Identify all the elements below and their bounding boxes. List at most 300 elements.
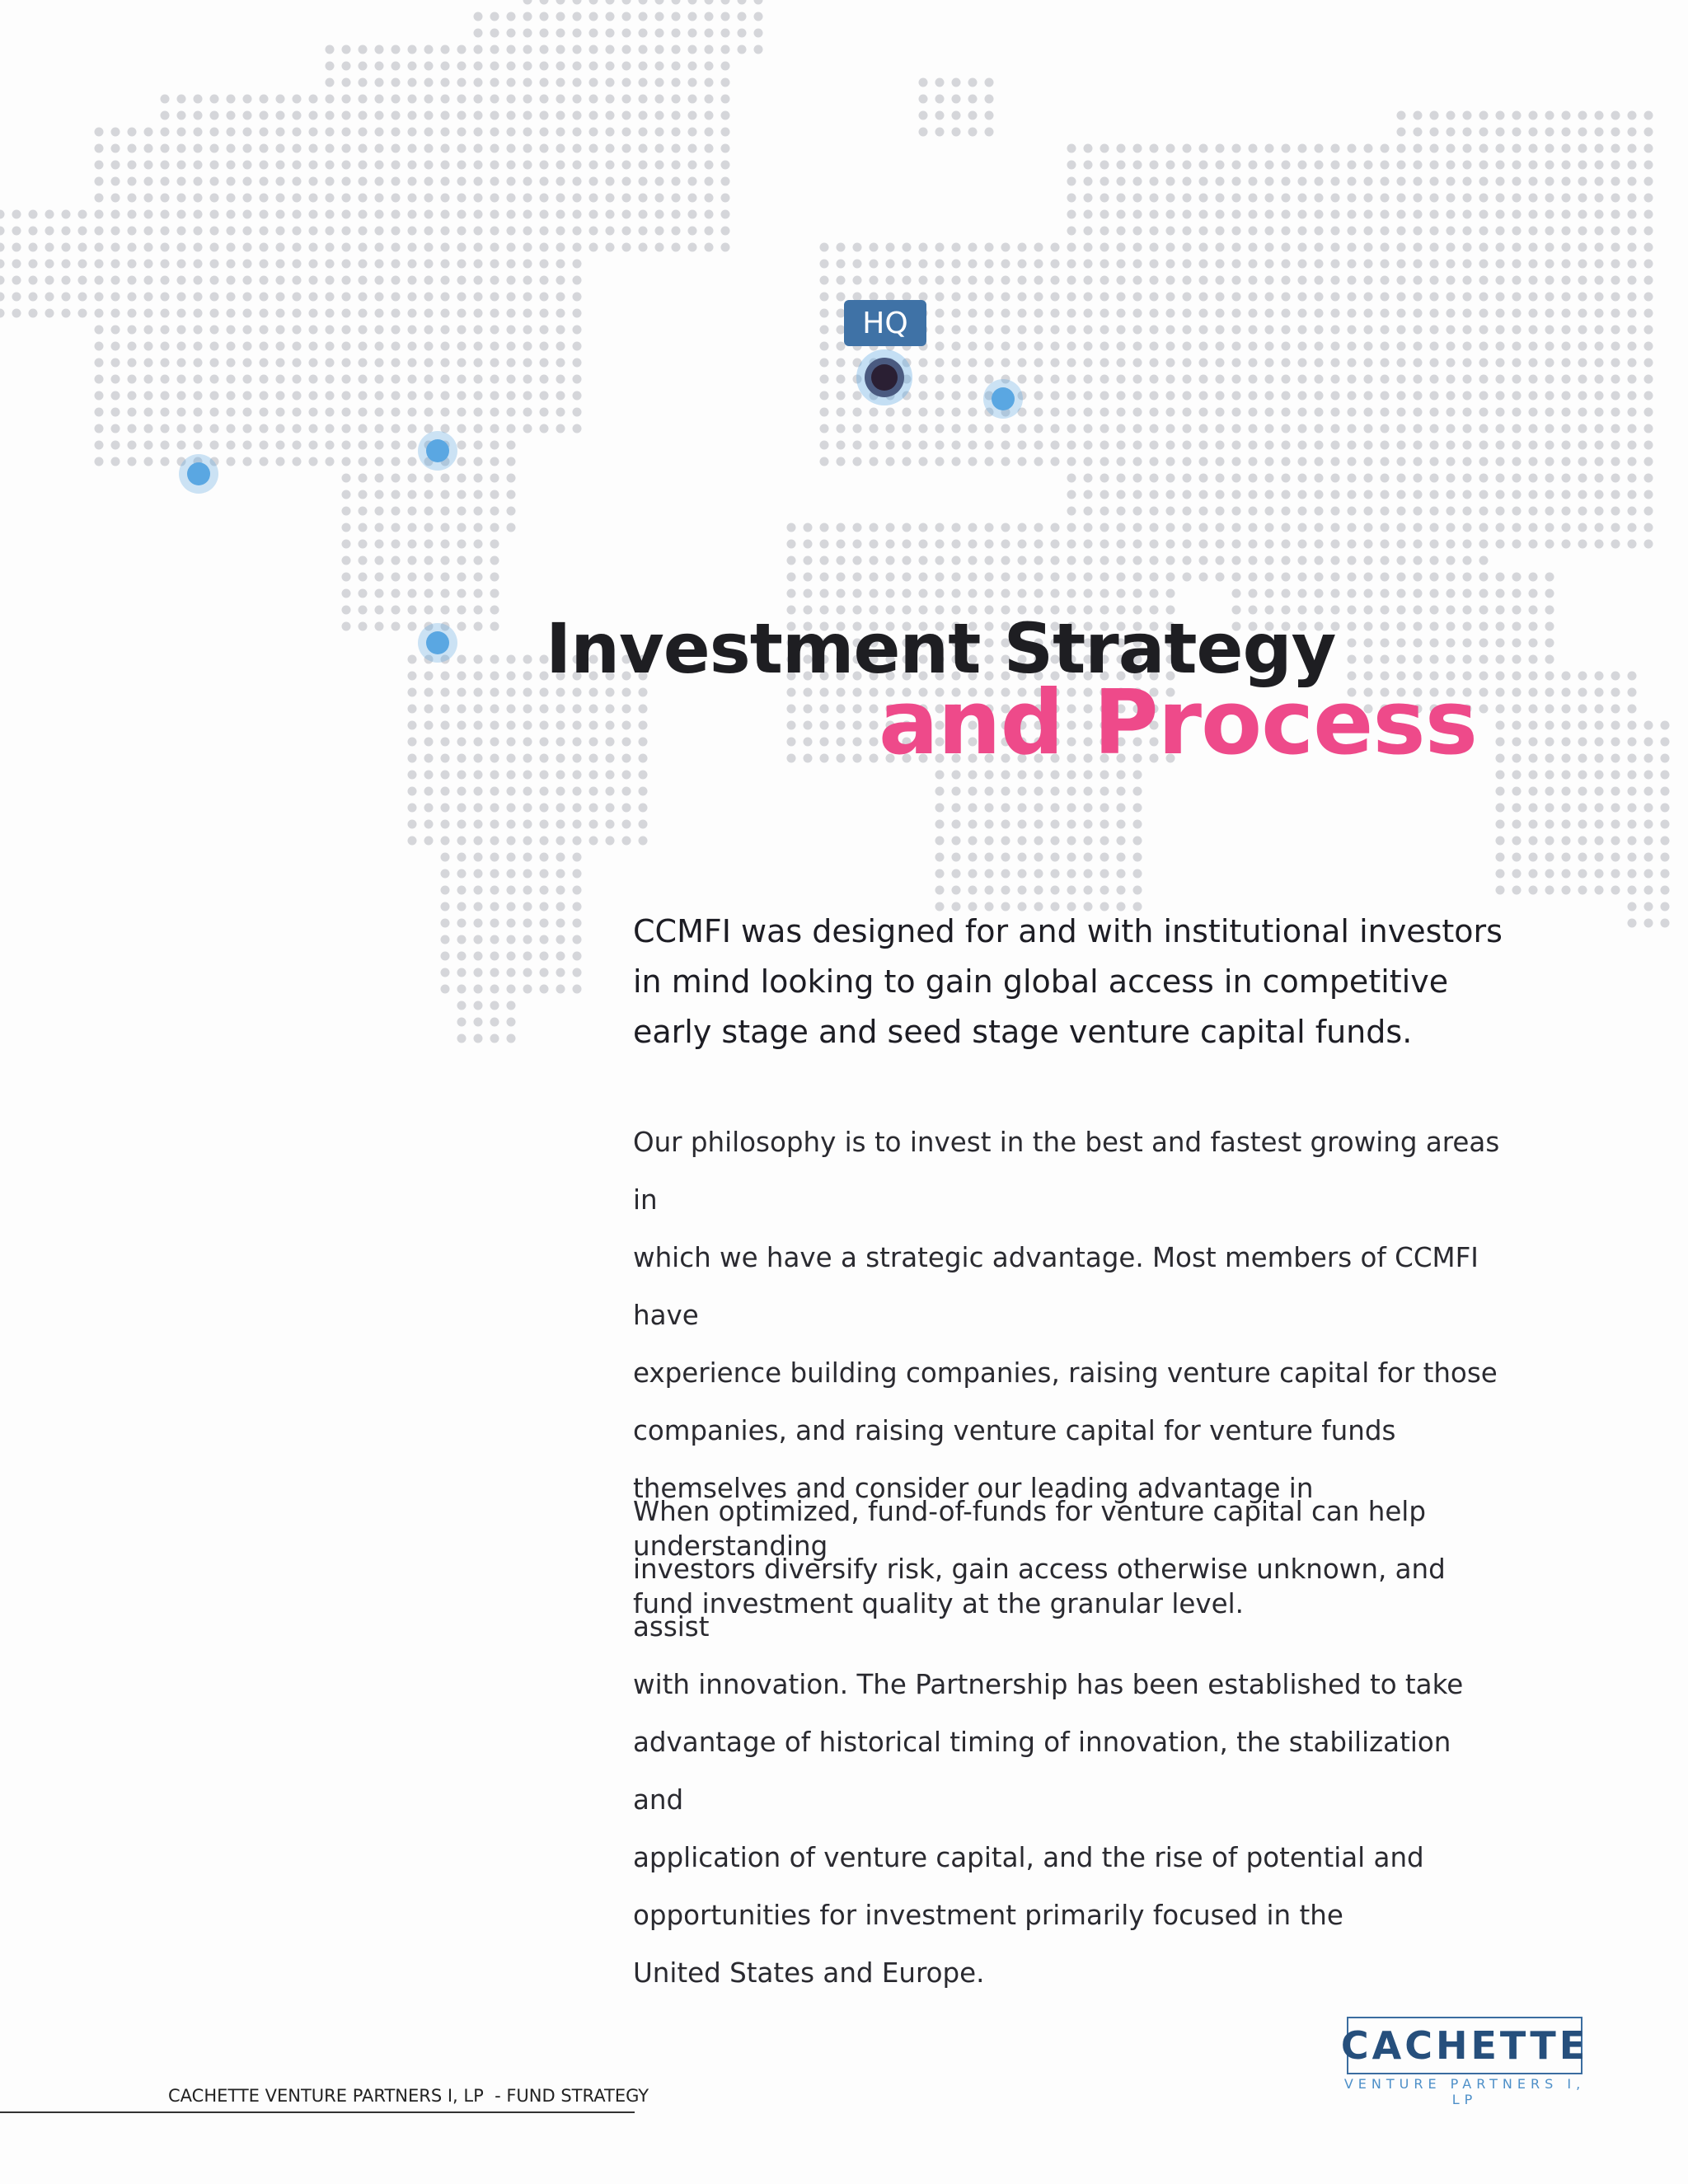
map-dot xyxy=(804,540,813,549)
map-dot xyxy=(573,935,582,944)
map-dot xyxy=(1496,177,1505,186)
map-dot xyxy=(985,243,994,252)
map-dot xyxy=(1512,622,1522,631)
map-dot xyxy=(1001,260,1010,269)
map-dot xyxy=(705,62,714,71)
map-dot xyxy=(1100,210,1109,219)
map-dot xyxy=(1595,787,1604,796)
map-dot xyxy=(1298,391,1307,401)
map-dot xyxy=(705,29,714,38)
map-dot xyxy=(1644,309,1653,318)
map-dot xyxy=(1364,276,1373,285)
map-dot xyxy=(95,293,104,302)
map-dot xyxy=(507,869,516,879)
map-dot xyxy=(1496,573,1505,582)
map-dot xyxy=(787,705,796,714)
map-dot xyxy=(490,968,499,977)
map-dot xyxy=(342,161,351,170)
map-dot xyxy=(540,935,549,944)
map-dot xyxy=(919,573,928,582)
map-dot xyxy=(968,375,978,384)
map-dot xyxy=(952,243,961,252)
map-dot xyxy=(1232,276,1241,285)
map-dot xyxy=(260,359,269,368)
map-dot xyxy=(1084,837,1093,846)
map-dot xyxy=(1397,441,1406,450)
map-dot xyxy=(820,342,829,351)
map-dot xyxy=(408,754,417,763)
map-dot xyxy=(639,837,648,846)
map-dot xyxy=(1166,260,1175,269)
map-dot xyxy=(556,260,565,269)
map-dot xyxy=(820,738,829,747)
map-dot xyxy=(1084,276,1093,285)
map-dot xyxy=(1397,326,1406,335)
map-dot xyxy=(12,260,21,269)
map-dot xyxy=(1595,523,1604,532)
map-dot xyxy=(1364,359,1373,368)
map-dot xyxy=(1100,194,1109,203)
map-dot xyxy=(1414,490,1423,499)
map-dot xyxy=(441,507,450,516)
map-dot xyxy=(919,260,928,269)
map-dot xyxy=(392,326,401,335)
map-dot xyxy=(1249,490,1258,499)
map-dot xyxy=(1595,326,1604,335)
map-dot xyxy=(1463,276,1472,285)
map-dot xyxy=(1595,672,1604,681)
map-dot xyxy=(441,375,450,384)
map-dot xyxy=(177,293,186,302)
map-dot xyxy=(1512,309,1522,318)
map-dot xyxy=(342,177,351,186)
map-dot xyxy=(1034,556,1043,565)
map-dot xyxy=(589,45,598,54)
map-dot xyxy=(1100,820,1109,829)
map-dot xyxy=(985,78,994,87)
map-dot xyxy=(1034,573,1043,582)
map-dot xyxy=(1001,326,1010,335)
map-dot xyxy=(1512,787,1522,796)
map-dot xyxy=(1512,161,1522,170)
map-dot xyxy=(1265,161,1274,170)
map-dot xyxy=(573,721,582,730)
map-dot xyxy=(540,902,549,912)
map-dot xyxy=(1611,293,1620,302)
map-dot xyxy=(1595,243,1604,252)
map-dot xyxy=(1661,886,1670,895)
map-dot xyxy=(1298,342,1307,351)
map-dot xyxy=(342,227,351,236)
map-dot xyxy=(177,326,186,335)
map-dot xyxy=(392,111,401,120)
map-dot xyxy=(1265,144,1274,153)
map-dot xyxy=(952,309,961,318)
map-dot xyxy=(820,326,829,335)
map-dot xyxy=(589,804,598,813)
map-dot xyxy=(1232,589,1241,598)
map-dot xyxy=(837,359,846,368)
map-dot xyxy=(326,45,335,54)
map-dot xyxy=(1529,540,1538,549)
map-dot xyxy=(1414,227,1423,236)
map-dot xyxy=(276,441,285,450)
map-dot xyxy=(1249,359,1258,368)
map-dot xyxy=(1479,144,1489,153)
map-dot xyxy=(1315,391,1324,401)
map-dot xyxy=(919,95,928,104)
map-dot xyxy=(424,326,434,335)
map-dot xyxy=(227,210,236,219)
map-dot xyxy=(935,243,945,252)
map-dot xyxy=(622,194,631,203)
map-dot xyxy=(1463,507,1472,516)
map-dot xyxy=(721,243,730,252)
map-dot xyxy=(408,523,417,532)
map-dot xyxy=(359,507,368,516)
map-dot xyxy=(870,721,879,730)
map-dot xyxy=(903,556,912,565)
map-dot xyxy=(1644,523,1653,532)
map-dot xyxy=(556,293,565,302)
map-dot xyxy=(1315,177,1324,186)
map-dot xyxy=(952,326,961,335)
map-dot xyxy=(1463,441,1472,450)
map-dot xyxy=(1496,738,1505,747)
map-dot xyxy=(507,128,516,137)
map-dot xyxy=(1512,523,1522,532)
map-dot xyxy=(490,787,499,796)
map-dot xyxy=(1496,457,1505,466)
map-dot xyxy=(457,622,467,631)
map-dot xyxy=(589,771,598,780)
map-dot xyxy=(441,589,450,598)
map-dot xyxy=(144,375,153,384)
map-dot xyxy=(457,326,467,335)
map-dot xyxy=(375,62,384,71)
map-dot xyxy=(95,457,104,466)
map-dot xyxy=(1545,391,1554,401)
map-dot xyxy=(556,227,565,236)
map-dot xyxy=(424,474,434,483)
map-dot xyxy=(622,721,631,730)
map-dot xyxy=(1117,408,1126,417)
map-dot xyxy=(1117,886,1126,895)
map-dot xyxy=(144,161,153,170)
map-dot xyxy=(952,95,961,104)
map-dot xyxy=(540,227,549,236)
map-dot xyxy=(1463,474,1472,483)
map-dot xyxy=(1496,820,1505,829)
map-dot xyxy=(1562,260,1571,269)
map-dot xyxy=(243,359,252,368)
map-dot xyxy=(1463,655,1472,664)
map-dot xyxy=(1199,276,1208,285)
map-dot xyxy=(705,144,714,153)
map-dot xyxy=(326,144,335,153)
map-dot xyxy=(441,408,450,417)
map-dot xyxy=(1397,622,1406,631)
map-dot xyxy=(276,342,285,351)
map-dot xyxy=(128,276,137,285)
map-dot xyxy=(359,606,368,615)
map-dot xyxy=(359,540,368,549)
map-dot xyxy=(144,227,153,236)
map-dot xyxy=(1249,556,1258,565)
map-dot xyxy=(1529,194,1538,203)
map-dot xyxy=(935,326,945,335)
map-dot xyxy=(589,95,598,104)
map-dot xyxy=(1348,507,1357,516)
map-dot xyxy=(540,0,549,5)
map-dot xyxy=(474,655,483,664)
map-dot xyxy=(523,177,532,186)
map-dot xyxy=(441,95,450,104)
map-dot xyxy=(622,771,631,780)
map-dot xyxy=(1265,441,1274,450)
map-dot xyxy=(1232,293,1241,302)
map-dot xyxy=(243,293,252,302)
map-dot xyxy=(457,705,467,714)
map-dot xyxy=(556,771,565,780)
map-dot xyxy=(968,326,978,335)
map-dot xyxy=(853,589,862,598)
map-dot xyxy=(968,243,978,252)
map-dot xyxy=(424,754,434,763)
map-dot xyxy=(1397,144,1406,153)
map-dot xyxy=(408,490,417,499)
map-dot xyxy=(1529,837,1538,846)
map-dot xyxy=(309,441,318,450)
map-dot xyxy=(1381,161,1390,170)
map-dot xyxy=(837,540,846,549)
map-dot xyxy=(1496,853,1505,862)
map-dot xyxy=(1628,688,1637,697)
map-dot xyxy=(1545,540,1554,549)
map-dot xyxy=(622,837,631,846)
map-dot xyxy=(1479,424,1489,434)
map-dot xyxy=(1397,177,1406,186)
map-dot xyxy=(1067,573,1076,582)
map-dot xyxy=(1381,573,1390,582)
map-dot xyxy=(573,771,582,780)
map-dot xyxy=(326,424,335,434)
map-dot xyxy=(326,359,335,368)
map-dot xyxy=(540,721,549,730)
map-dot xyxy=(1216,573,1225,582)
map-dot xyxy=(1117,804,1126,813)
map-dot xyxy=(177,111,186,120)
map-dot xyxy=(1315,359,1324,368)
map-dot xyxy=(935,111,945,120)
map-dot xyxy=(1644,227,1653,236)
map-dot xyxy=(1018,342,1027,351)
map-dot xyxy=(1150,309,1159,318)
map-dot xyxy=(1331,194,1340,203)
map-dot xyxy=(1133,227,1142,236)
map-dot xyxy=(1315,457,1324,466)
map-dot xyxy=(1100,523,1109,532)
map-dot xyxy=(243,424,252,434)
map-dot xyxy=(1545,243,1554,252)
map-dot xyxy=(1084,490,1093,499)
map-dot xyxy=(540,326,549,335)
map-dot xyxy=(523,391,532,401)
map-dot xyxy=(1249,391,1258,401)
map-dot xyxy=(1562,837,1571,846)
map-dot xyxy=(1100,853,1109,862)
map-dot xyxy=(853,705,862,714)
map-dot xyxy=(441,161,450,170)
map-dot xyxy=(1084,161,1093,170)
map-dot xyxy=(589,161,598,170)
map-dot xyxy=(128,375,137,384)
map-dot xyxy=(1628,391,1637,401)
map-dot xyxy=(1331,490,1340,499)
map-dot xyxy=(1381,144,1390,153)
map-dot xyxy=(1479,342,1489,351)
map-dot xyxy=(1084,853,1093,862)
map-dot xyxy=(375,441,384,450)
map-dot xyxy=(1034,276,1043,285)
map-dot xyxy=(1232,161,1241,170)
map-dot xyxy=(342,276,351,285)
map-dot xyxy=(1051,375,1060,384)
map-dot xyxy=(1611,869,1620,879)
map-dot xyxy=(1463,260,1472,269)
map-dot xyxy=(1512,391,1522,401)
map-dot xyxy=(441,111,450,120)
map-dot xyxy=(1199,260,1208,269)
hq-marker xyxy=(871,364,898,391)
map-dot xyxy=(1447,573,1456,582)
map-dot xyxy=(1397,210,1406,219)
map-dot xyxy=(1479,622,1489,631)
map-dot xyxy=(392,573,401,582)
map-dot xyxy=(359,62,368,71)
map-dot xyxy=(1447,326,1456,335)
map-dot xyxy=(1216,293,1225,302)
map-dot xyxy=(78,309,87,318)
map-dot xyxy=(556,45,565,54)
map-dot xyxy=(1414,260,1423,269)
map-dot xyxy=(1644,837,1653,846)
map-dot xyxy=(606,62,615,71)
map-dot xyxy=(1232,523,1241,532)
map-dot xyxy=(1034,342,1043,351)
map-dot xyxy=(1595,820,1604,829)
location-marker-east-coast xyxy=(426,439,449,462)
map-dot xyxy=(837,424,846,434)
map-dot xyxy=(210,375,219,384)
map-dot xyxy=(326,161,335,170)
map-dot xyxy=(408,111,417,120)
map-dot xyxy=(1545,589,1554,598)
map-dot xyxy=(1512,507,1522,516)
map-dot xyxy=(1545,342,1554,351)
map-dot xyxy=(78,276,87,285)
map-dot xyxy=(985,326,994,335)
map-dot xyxy=(952,424,961,434)
map-dot xyxy=(985,820,994,829)
map-dot xyxy=(1644,375,1653,384)
map-dot xyxy=(424,309,434,318)
map-dot xyxy=(1661,771,1670,780)
map-dot xyxy=(523,721,532,730)
map-dot xyxy=(1595,227,1604,236)
map-dot xyxy=(1562,391,1571,401)
map-dot xyxy=(1133,886,1142,895)
map-dot xyxy=(1133,342,1142,351)
map-dot xyxy=(359,441,368,450)
map-dot xyxy=(655,144,664,153)
map-dot xyxy=(1463,424,1472,434)
map-dot xyxy=(1183,441,1192,450)
map-dot xyxy=(1348,243,1357,252)
map-dot xyxy=(408,243,417,252)
map-dot xyxy=(111,441,120,450)
map-dot xyxy=(1150,326,1159,335)
map-dot xyxy=(441,886,450,895)
map-dot xyxy=(573,688,582,697)
map-dot xyxy=(359,177,368,186)
map-dot xyxy=(276,128,285,137)
map-dot xyxy=(1183,161,1192,170)
map-dot xyxy=(804,523,813,532)
map-dot xyxy=(1265,507,1274,516)
map-dot xyxy=(721,111,730,120)
map-dot xyxy=(985,424,994,434)
map-dot xyxy=(210,309,219,318)
map-dot xyxy=(490,441,499,450)
map-dot xyxy=(424,95,434,104)
map-dot xyxy=(1051,886,1060,895)
map-dot xyxy=(688,227,697,236)
map-dot xyxy=(1414,194,1423,203)
map-dot xyxy=(177,309,186,318)
map-dot xyxy=(573,260,582,269)
map-dot xyxy=(1249,210,1258,219)
map-dot xyxy=(556,144,565,153)
map-dot xyxy=(210,342,219,351)
map-dot xyxy=(375,45,384,54)
map-dot xyxy=(1479,227,1489,236)
map-dot xyxy=(1348,523,1357,532)
map-dot xyxy=(1397,490,1406,499)
map-dot xyxy=(441,540,450,549)
map-dot xyxy=(1397,573,1406,582)
map-dot xyxy=(408,771,417,780)
map-dot xyxy=(1051,424,1060,434)
map-dot xyxy=(1166,408,1175,417)
map-dot xyxy=(721,29,730,38)
map-dot xyxy=(1084,507,1093,516)
map-dot xyxy=(1348,359,1357,368)
map-dot xyxy=(474,721,483,730)
map-dot xyxy=(1150,161,1159,170)
map-dot xyxy=(1001,243,1010,252)
map-dot xyxy=(1447,144,1456,153)
map-dot xyxy=(1414,457,1423,466)
map-dot xyxy=(408,837,417,846)
map-dot xyxy=(474,391,483,401)
map-dot xyxy=(820,540,829,549)
map-dot xyxy=(1315,243,1324,252)
map-dot xyxy=(1611,227,1620,236)
map-dot xyxy=(589,837,598,846)
map-dot xyxy=(210,161,219,170)
map-dot xyxy=(1331,507,1340,516)
